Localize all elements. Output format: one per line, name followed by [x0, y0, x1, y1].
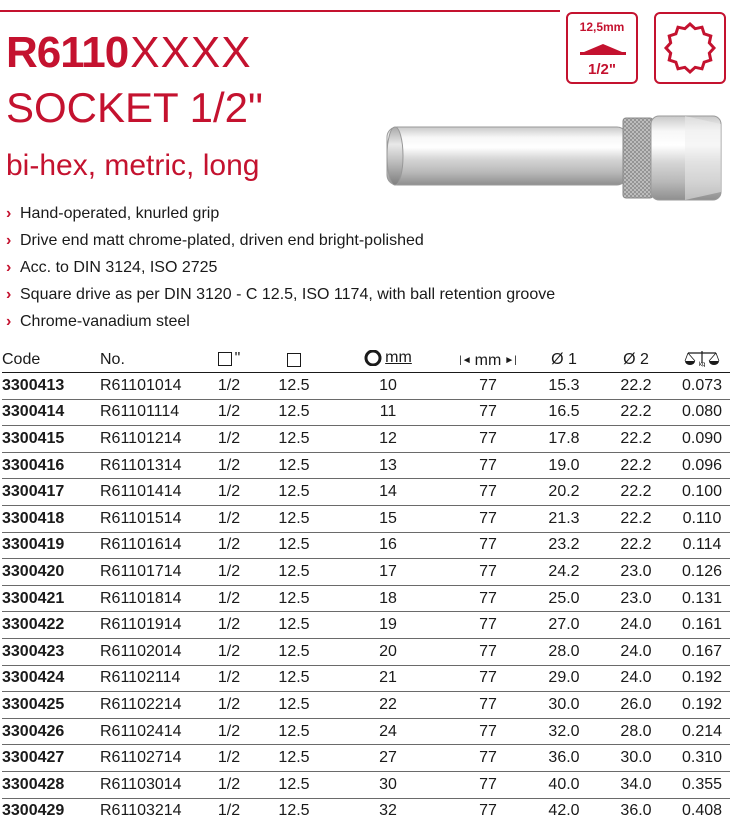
length-right-arrow-icon: ►|: [504, 355, 517, 367]
cell-weight: 0.214: [674, 718, 730, 745]
cell-number: R61101514: [100, 505, 200, 532]
col-weight: [674, 348, 730, 373]
cell-weight: 0.100: [674, 479, 730, 506]
cell-diameter-2: 36.0: [620, 802, 652, 820]
cell-hex-size: 19: [330, 612, 446, 639]
cell-diameter-1: 21.3: [530, 505, 598, 532]
drive-size-badge: [566, 12, 638, 84]
cell-square-mm: 12.5: [258, 505, 330, 532]
article-number-bold: R6110: [6, 28, 129, 77]
cell-diameter-2: 28.0: [598, 718, 674, 745]
cell-hex-size: 21: [330, 665, 446, 692]
cell-length: 77: [479, 802, 497, 820]
cell-weight: 0.167: [674, 638, 730, 665]
cell-weight: 0.355: [674, 771, 730, 798]
cell-square-mm: 12.5: [258, 585, 330, 612]
cell-number: R61101214: [100, 426, 200, 453]
cell-square-mm: 12.5: [258, 771, 330, 798]
cell-diameter-1: 19.0: [530, 452, 598, 479]
cell-code: 3300426: [2, 718, 100, 745]
cell-diameter-2: 22.2: [598, 373, 674, 400]
cell-square-inch: 1/2: [200, 585, 258, 612]
cell-square-mm: 12.5: [258, 559, 330, 586]
table-row: [2, 585, 730, 612]
cell-length: 77: [446, 718, 530, 745]
length-unit: mm: [474, 351, 502, 369]
cell-square-mm: 12.5: [258, 479, 330, 506]
cell-number: R61102014: [100, 638, 200, 665]
scale-weight-icon: [684, 349, 720, 367]
feature-item: [6, 281, 555, 308]
cell-length: 77: [446, 665, 530, 692]
cell-weight: 0.110: [674, 505, 730, 532]
drive-size-inch: 1/2": [588, 61, 616, 78]
feature-item: [6, 254, 555, 281]
cell-square-mm: 12.5: [258, 638, 330, 665]
cell-square-inch: 1/2: [200, 426, 258, 453]
cell-length: 77: [446, 532, 530, 559]
cell-square-inch: 1/2: [200, 373, 258, 400]
cell-length: 77: [446, 426, 530, 453]
cell-square-inch: 1/2: [200, 532, 258, 559]
feature-list: [6, 200, 555, 335]
table-row: [2, 505, 730, 532]
table-row: [2, 479, 730, 506]
cell-code: 3300428: [2, 771, 100, 798]
cell-square-mm: 12.5: [258, 718, 330, 745]
cell-diameter-2: 22.2: [598, 532, 674, 559]
product-table: [2, 348, 730, 824]
cell-square-mm: 12.5: [258, 426, 330, 453]
cell-number: R61101614: [100, 532, 200, 559]
cell-diameter-2: 23.0: [598, 585, 674, 612]
cell-weight: 0.131: [674, 585, 730, 612]
cell-hex-size: 20: [330, 638, 446, 665]
cell-hex-size: 14: [330, 479, 446, 506]
feature-item: [6, 308, 555, 335]
table-row: [2, 771, 730, 798]
cell-code: 3300416: [2, 452, 100, 479]
cell-length: 77: [446, 559, 530, 586]
table-row: [2, 745, 730, 772]
cell-code: 3300415: [2, 426, 100, 453]
cell-diameter-2: 22.2: [598, 399, 674, 426]
inch-mark: ": [234, 349, 241, 367]
product-type: bi-hex, metric, long: [6, 149, 260, 182]
cell-number: R61103014: [100, 771, 200, 798]
cell-weight: 0.310: [674, 745, 730, 772]
feature-item: [6, 227, 555, 254]
chevron-right-icon: ›: [6, 205, 12, 222]
cell-number: R61101414: [100, 479, 200, 506]
cell-square-inch: 1/2: [200, 745, 258, 772]
col-length: [446, 348, 530, 373]
cell-diameter-2: 22.2: [598, 452, 674, 479]
cell-square-inch: 1/2: [200, 559, 258, 586]
cell-code: 3300419: [2, 532, 100, 559]
chevron-right-icon: ›: [6, 259, 12, 276]
cell-diameter-1: 28.0: [530, 638, 598, 665]
table-row: [2, 532, 730, 559]
drive-size-mm: 12,5mm: [579, 20, 625, 34]
socket-product-image: [385, 110, 725, 210]
cell-number: R61102414: [100, 718, 200, 745]
square-drive-icon: [218, 352, 232, 366]
cell-diameter-1: 17.8: [530, 426, 598, 453]
table-row: [2, 373, 730, 400]
cell-length: 77: [446, 692, 530, 719]
cell-square-inch: 1/2: [200, 771, 258, 798]
cell-length: 77: [446, 638, 530, 665]
cell-diameter-1: 20.2: [530, 479, 598, 506]
chevron-right-icon: ›: [6, 313, 12, 330]
cell-code: 3300427: [2, 745, 100, 772]
cell-diameter-2: 22.2: [598, 426, 674, 453]
square-drive-icon: [287, 353, 301, 367]
table-row: [2, 665, 730, 692]
cell-weight: 0.192: [674, 665, 730, 692]
cell-number: R61101014: [100, 373, 200, 400]
cell-length: 77: [446, 479, 530, 506]
table-row: [2, 692, 730, 719]
cell-hex-size: 10: [330, 373, 446, 400]
cell-number: R61102214: [100, 692, 200, 719]
cell-hex-size: 30: [330, 771, 446, 798]
cell-square-inch: 1/2: [217, 802, 241, 820]
cell-square-mm: 12.5: [278, 802, 310, 820]
cell-square-inch: 1/2: [200, 638, 258, 665]
cell-code: 3300413: [2, 373, 100, 400]
cell-square-inch: 1/2: [200, 612, 258, 639]
cell-number: R61101714: [100, 559, 200, 586]
table-header-row: [2, 348, 730, 373]
cell-square-mm: 12.5: [258, 399, 330, 426]
cell-hex-size: 13: [330, 452, 446, 479]
cell-diameter-2: 26.0: [598, 692, 674, 719]
cell-length: 77: [446, 745, 530, 772]
feature-item: [6, 200, 555, 227]
cell-code: 3300420: [2, 559, 100, 586]
cell-length: 77: [446, 612, 530, 639]
cell-square-inch: 1/2: [200, 718, 258, 745]
cell-diameter-1: 32.0: [530, 718, 598, 745]
cell-number: R61102114: [100, 665, 200, 692]
cell-diameter-2: 24.0: [598, 665, 674, 692]
table-row: [2, 399, 730, 426]
cell-diameter-2: 22.2: [598, 479, 674, 506]
cell-code: 3300422: [2, 612, 100, 639]
table-row: [2, 718, 730, 745]
col-code: Code: [2, 348, 100, 373]
cell-code: 3300414: [2, 399, 100, 426]
cell-weight: 0.161: [674, 612, 730, 639]
cell-number: R61101314: [100, 452, 200, 479]
cell-hex-size: 16: [330, 532, 446, 559]
cell-diameter-2: 24.0: [598, 612, 674, 639]
table-row: [2, 612, 730, 639]
cell-diameter-2: 23.0: [598, 559, 674, 586]
cell-weight: 0.096: [674, 452, 730, 479]
feature-text: Chrome-vanadium steel: [20, 313, 190, 330]
cell-square-inch: 1/2: [200, 692, 258, 719]
cell-code: 3300429: [2, 802, 65, 820]
cell-number: R61101914: [100, 612, 200, 639]
bi-hex-badge: [654, 12, 726, 84]
cell-diameter-1: 25.0: [530, 585, 598, 612]
cell-diameter-1: 23.2: [530, 532, 598, 559]
bi-hex-icon: [364, 350, 382, 366]
cell-hex-size: 17: [330, 559, 446, 586]
cell-diameter-1: 40.0: [530, 771, 598, 798]
col-square-drive-mm: [258, 348, 330, 373]
cell-hex-size: 12: [330, 426, 446, 453]
table-row: [2, 559, 730, 586]
cell-code: 3300425: [2, 692, 100, 719]
cell-weight: 0.114: [674, 532, 730, 559]
table-row: [2, 638, 730, 665]
cell-hex-size: 24: [330, 718, 446, 745]
table-row: [2, 452, 730, 479]
cell-diameter-1: 15.3: [530, 373, 598, 400]
cell-diameter-1: 29.0: [530, 665, 598, 692]
cell-diameter-2: 22.2: [598, 505, 674, 532]
cell-hex-size: 22: [330, 692, 446, 719]
cell-square-mm: 12.5: [258, 532, 330, 559]
col-number: No.: [100, 348, 200, 373]
col-diameter-2: Ø 2: [598, 348, 674, 373]
cell-diameter-1: 24.2: [530, 559, 598, 586]
cell-length: 77: [446, 373, 530, 400]
cell-weight: 0.126: [674, 559, 730, 586]
cell-code: 3300418: [2, 505, 100, 532]
cell-number: R61102714: [100, 745, 200, 772]
cell-code: 3300424: [2, 665, 100, 692]
twelve-point-socket-icon: [656, 14, 724, 82]
length-left-arrow-icon: |◄: [459, 355, 472, 367]
cell-hex-size: 27: [330, 745, 446, 772]
cell-diameter-1: 16.5: [530, 399, 598, 426]
table-row: [2, 426, 730, 453]
cell-hex-size: 18: [330, 585, 446, 612]
cell-code: 3300417: [2, 479, 100, 506]
cell-hex-size: 32: [379, 802, 397, 820]
feature-text: Hand-operated, knurled grip: [20, 205, 220, 222]
cell-diameter-1: 30.0: [530, 692, 598, 719]
cell-square-inch: 1/2: [200, 452, 258, 479]
cell-square-mm: 12.5: [258, 373, 330, 400]
cell-length: 77: [446, 771, 530, 798]
col-hex-size: [330, 348, 446, 373]
cell-length: 77: [446, 399, 530, 426]
cell-code: 3300421: [2, 585, 100, 612]
cell-diameter-1: 42.0: [548, 802, 580, 820]
cell-square-inch: 1/2: [200, 399, 258, 426]
cell-length: 77: [446, 452, 530, 479]
chevron-right-icon: ›: [6, 232, 12, 249]
cell-square-mm: 12.5: [258, 692, 330, 719]
cell-square-inch: 1/2: [200, 665, 258, 692]
cell-weight: 0.408: [681, 802, 723, 820]
product-name: SOCKET 1/2": [6, 84, 263, 131]
feature-text: Acc. to DIN 3124, ISO 2725: [20, 259, 218, 276]
cell-weight: 0.080: [674, 399, 730, 426]
chevron-right-icon: ›: [6, 286, 12, 303]
cell-length: 77: [446, 585, 530, 612]
cell-square-inch: 1/2: [200, 479, 258, 506]
cell-weight: 0.192: [674, 692, 730, 719]
cell-square-inch: 1/2: [200, 505, 258, 532]
article-number-suffix: XXXX: [130, 28, 252, 77]
cell-diameter-1: 27.0: [530, 612, 598, 639]
cell-code: 3300423: [2, 638, 100, 665]
cell-number: R61101814: [100, 585, 200, 612]
cell-weight: 0.073: [674, 373, 730, 400]
drive-taper-icon: [578, 40, 628, 60]
cell-number: R61101114: [100, 399, 200, 426]
cell-hex-size: 15: [330, 505, 446, 532]
table-row: [2, 798, 730, 824]
cell-square-mm: 12.5: [258, 665, 330, 692]
cell-square-mm: 12.5: [258, 745, 330, 772]
cell-number: R61103214: [100, 802, 182, 820]
hex-unit: mm: [385, 349, 412, 366]
col-diameter-1: Ø 1: [530, 348, 598, 373]
article-number: [6, 28, 252, 78]
cell-length: 77: [446, 505, 530, 532]
cell-diameter-2: 30.0: [598, 745, 674, 772]
cell-hex-size: 11: [330, 399, 446, 426]
cell-square-mm: 12.5: [258, 612, 330, 639]
feature-text: Square drive as per DIN 3120 - C 12.5, ISO 1174, with ball retention groove: [20, 286, 556, 303]
feature-text: Drive end matt chrome-plated, driven end bright-polished: [20, 232, 424, 249]
header-rule: [0, 10, 560, 12]
cell-square-mm: 12.5: [258, 452, 330, 479]
cell-diameter-2: 34.0: [598, 771, 674, 798]
cell-diameter-1: 36.0: [530, 745, 598, 772]
svg-text:kg: kg: [699, 361, 706, 367]
cell-weight: 0.090: [674, 426, 730, 453]
col-square-drive-inch: [200, 348, 258, 373]
cell-diameter-2: 24.0: [598, 638, 674, 665]
